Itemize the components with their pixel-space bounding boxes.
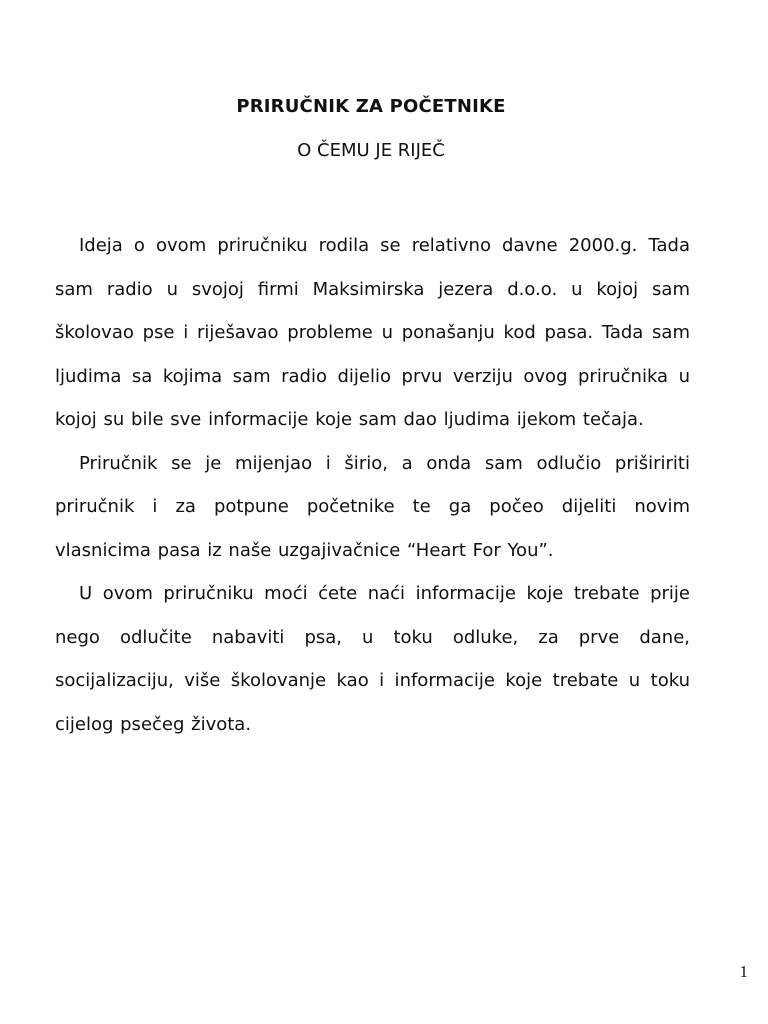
document-subtitle: O ČEMU JE RIJEČ	[297, 140, 445, 161]
paragraph-2: Priručnik se je mijenjao i širio, a onda sam odlučio prišiririti priručnik i za potpune početnike te ga počeo dijeliti novim vlasnicima pasa iz naše uzgajivačnice “Heart For You”.	[55, 452, 690, 561]
paragraph-1: Ideja o ovom priručniku rodila se relativno davne 2000.g. Tada sam radio u svojoj firmi Maksimirska jezera d.o.o. u kojoj sam školovao pse i riješavao probleme u ponašanju kod pasa. Tada sam ljudima sa kojima sam radio dijelio prvu verziju ovog priručnika u kojoj su bile sve informacije koje sam dao ljudima ijekom tečaja.	[55, 235, 690, 430]
document-body	[55, 224, 690, 746]
document-title: PRIRUČNIK ZA POČETNIKE	[236, 96, 506, 117]
page-number: 1	[739, 962, 748, 981]
paragraph-3: U ovom priručniku moći ćete naći informacije koje trebate prije nego odlučite nabaviti psa, u toku odluke, za prve dane, socijalizaciju, više školovanje kao i informacije koje trebate u toku cijelog psečeg života.	[55, 583, 690, 735]
